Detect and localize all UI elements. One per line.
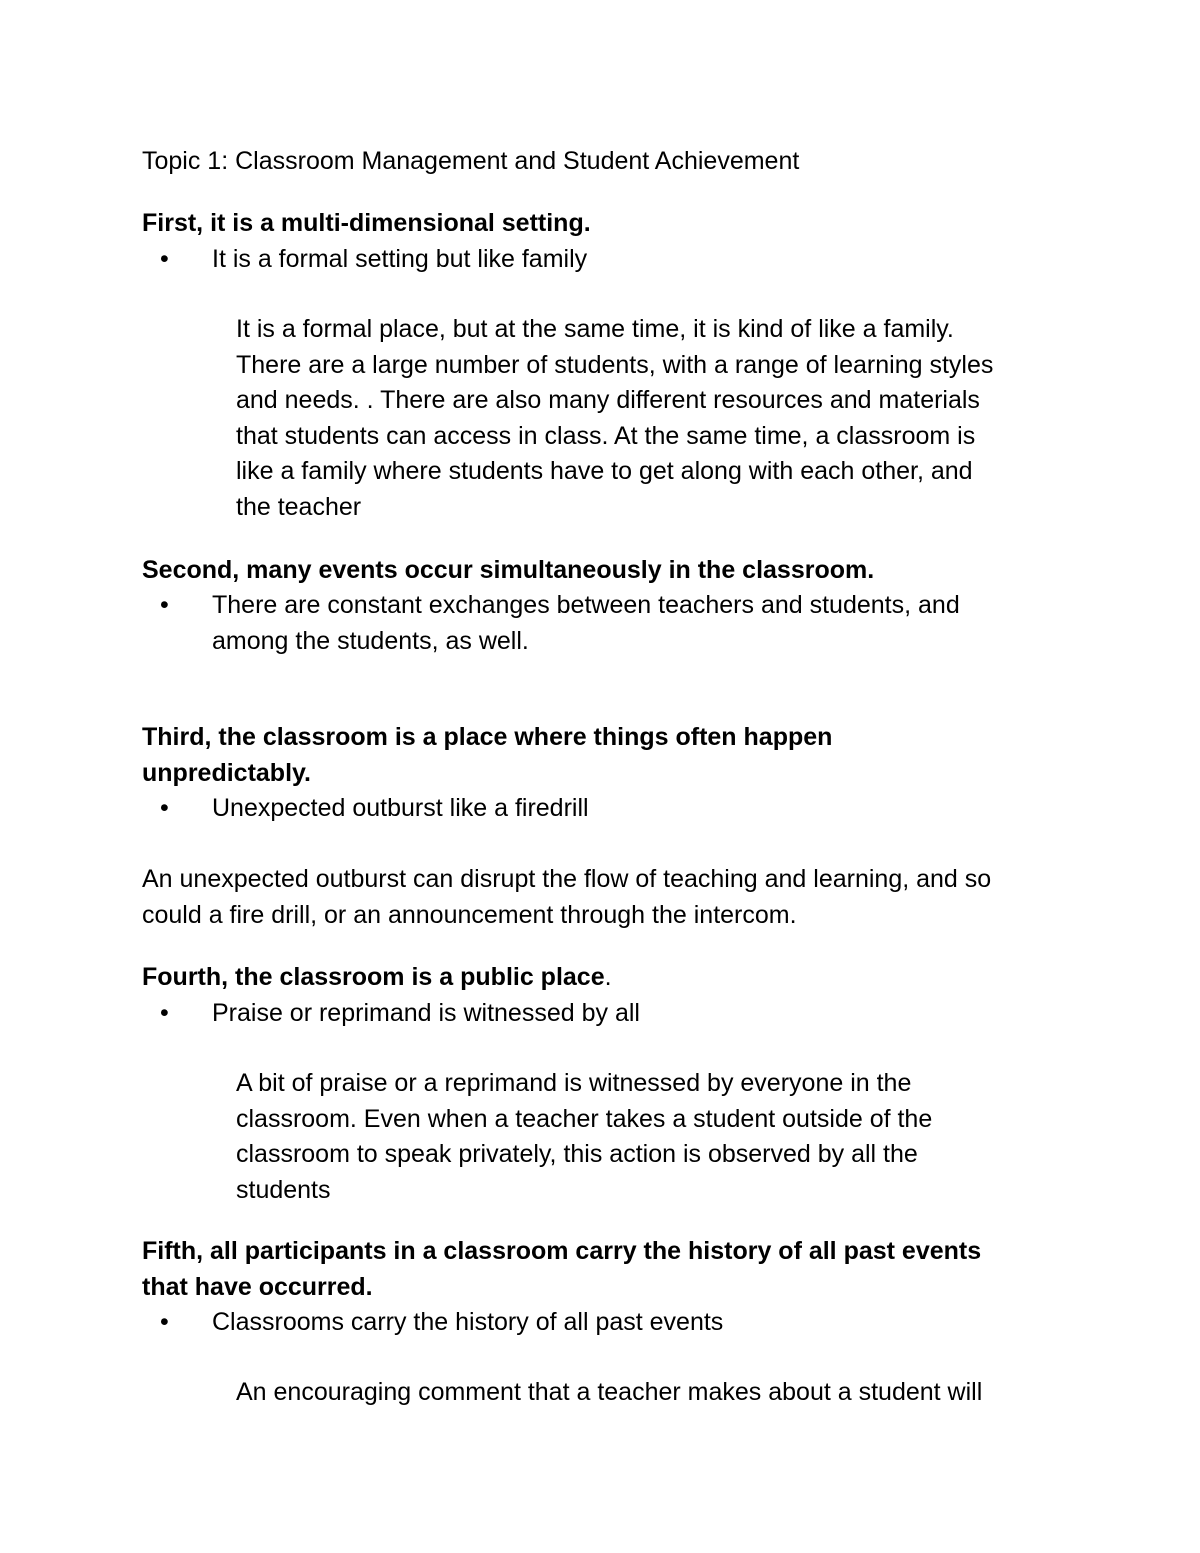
section-2-heading: Second, many events occur simultaneously in the classroom.: [142, 556, 875, 584]
section-3-bullet-mark: •: [160, 794, 169, 822]
section-3-bullet-text: Unexpected outburst like a firedrill: [212, 794, 589, 822]
section-4-body: A bit of praise or a reprimand is witnessed by everyone in the classroom. Even when a teacher takes a student outside of the classroom to speak privately, this action is observed by all the students: [236, 1069, 933, 1204]
section-5-bullet-mark: •: [160, 1308, 169, 1336]
section-4-bullet-text: Praise or reprimand is witnessed by all: [212, 999, 640, 1027]
section-2-bullet-text: There are constant exchanges between teachers and students, and among the students, as well.: [212, 591, 960, 655]
section-5-body: An encouraging comment that a teacher makes about a student will: [236, 1378, 983, 1406]
section-1-body: It is a formal place, but at the same time, it is kind of like a family. There are a large number of students, with a range of learning styles and needs. . There are also many different resources and materials that students can access in class. At the same time, a classroom is like a family where students have to get along with each other, and the teacher: [236, 315, 994, 521]
section-2-bullet-mark: •: [160, 591, 169, 619]
section-1-bullet-mark: •: [160, 245, 169, 273]
section-4-heading: Fourth, the classroom is a public place: [142, 963, 605, 991]
section-1-heading: First, it is a multi-dimensional setting.: [142, 209, 591, 237]
document-title: Topic 1: Classroom Management and Student Achievement: [142, 147, 800, 175]
section-1-bullet-text: It is a formal setting but like family: [212, 245, 588, 273]
section-5-heading: Fifth, all participants in a classroom carry the history of all past events that have occurred.: [142, 1237, 982, 1301]
section-4-heading-suffix: .: [604, 963, 612, 991]
section-5-bullet-text: Classrooms carry the history of all past events: [212, 1308, 724, 1336]
section-3-heading: Third, the classroom is a place where things often happen unpredictably.: [142, 723, 833, 787]
section-3-body: An unexpected outburst can disrupt the flow of teaching and learning, and so could a fire drill, or an announcement through the intercom.: [142, 865, 992, 929]
section-4-heading-line: [142, 960, 612, 995]
section-4-bullet-mark: •: [160, 999, 169, 1027]
